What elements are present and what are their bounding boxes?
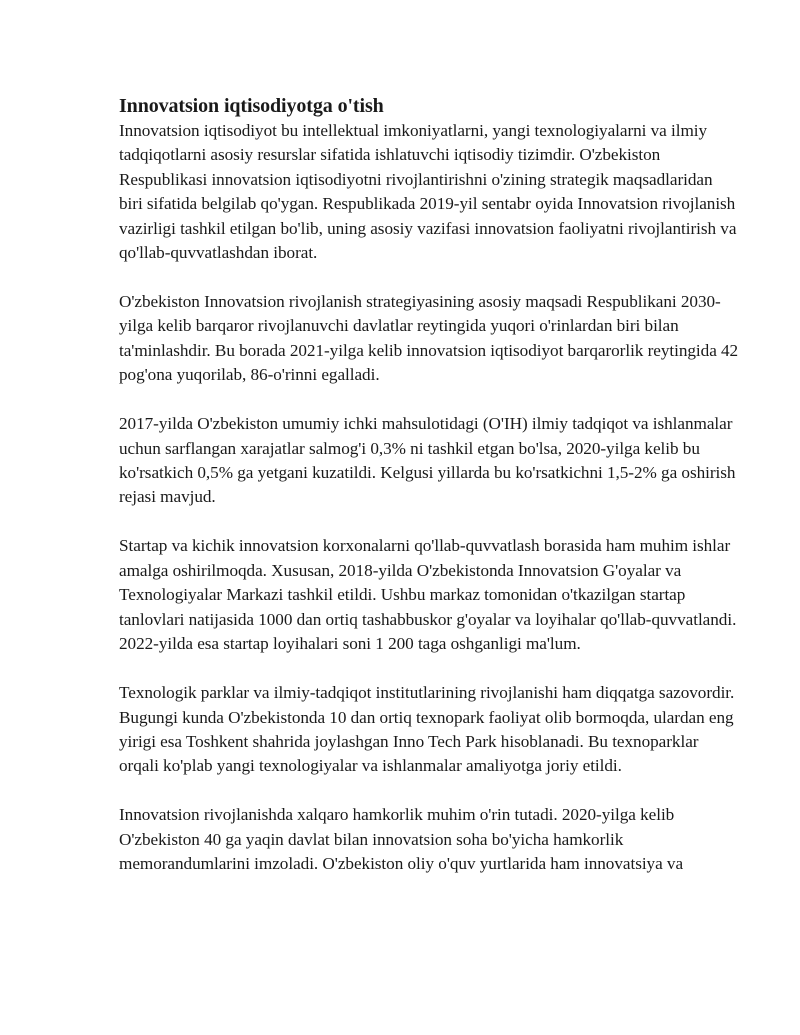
document-page <box>119 94 739 901</box>
paragraph-startups: Startap va kichik innovatsion korxonalarni qo'llab-quvvatlash borasida ham muhim ishlar amalga oshirilmoqda. Xususan, 2018-yilda O'zbekistonda Innovatsion G'oyalar va Texnologiyalar Markazi tashkil etildi. Ushbu markaz tomonidan o'tkazilgan startap tanlovlari natijasida 1000 dan ortiq tashabbuskor g'oyalar va loyihalar qo'llab-quvvatlandi. 2022-yilda esa startap loyihalari soni 1 200 taga oshganligi ma'lum. <box>119 536 737 654</box>
paragraph-intro: Innovatsion iqtisodiyot bu intellektual imkoniyatlarni, yangi texnologiyalarni va ilmiy tadqiqotlarni asosiy resurslar sifatida ishlatuvchi iqtisodiy tizimdir. O'zbekiston Respublikasi innovatsion iqtisodiyotni rivojlantirishni o'zining strategik maqsadlaridan biri sifatida belgilab qo'ygan. Respublikada 2019-yil sentabr oyida Innovatsion rivojlanish vazirligi tashkil etilgan bo'lib, uning asosiy vazifasi innovatsion faoliyatni rivojlantirish va qo'llab-quvvatlashdan iborat. <box>119 121 737 263</box>
paragraph-international-cooperation: Innovatsion rivojlanishda xalqaro hamkorlik muhim o'rin tutadi. 2020-yilga kelib O'zbekiston 40 ga yaqin davlat bilan innovatsion soha bo'yicha hamkorlik memorandumlarini imzoladi. O'zbekiston oliy o'quv yurtlarida ham innovatsiya va <box>119 805 684 874</box>
paragraph-technoparks: Texnologik parklar va ilmiy-tadqiqot institutlarining rivojlanishi ham diqqatga sazovordir. Bugungi kunda O'zbekistonda 10 dan ortiq texnopark faoliyat olib bormoqda, ulardan eng yirigi esa Toshkent shahrida joylashgan Inno Tech Park hisoblanadi. Bu texnoparklar orqali ko'plab yangi texnologiyalar va ishlanmalar amaliyotga joriy etildi. <box>119 683 735 776</box>
paragraph-strategy: O'zbekiston Innovatsion rivojlanish strategiyasining asosiy maqsadi Respublikani 2030-yilga kelib barqaror rivojlanuvchi davlatlar reytingida yuqori o'rinlardan biri bilan ta'minlashdir. Bu borada 2021-yilga kelib innovatsion iqtisodiyot barqarorlik reytingida 42 pog'ona yuqorilab, 86-o'rinni egalladi. <box>119 292 739 385</box>
paragraph-rnd-spending: 2017-yilda O'zbekiston umumiy ichki mahsulotidagi (O'IH) ilmiy tadqiqot va ishlanmalar uchun sarflangan xarajatlar salmog'i 0,3% ni tashkil etgan bo'lsa, 2020-yilga kelib bu ko'rsatkich 0,5% ga yetgani kuzatildi. Kelgusi yillarda bu ko'rsatkichni 1,5-2% ga oshirish rejasi mavjud. <box>119 414 736 507</box>
document-title: Innovatsion iqtisodiyotga o'tish <box>119 95 384 117</box>
